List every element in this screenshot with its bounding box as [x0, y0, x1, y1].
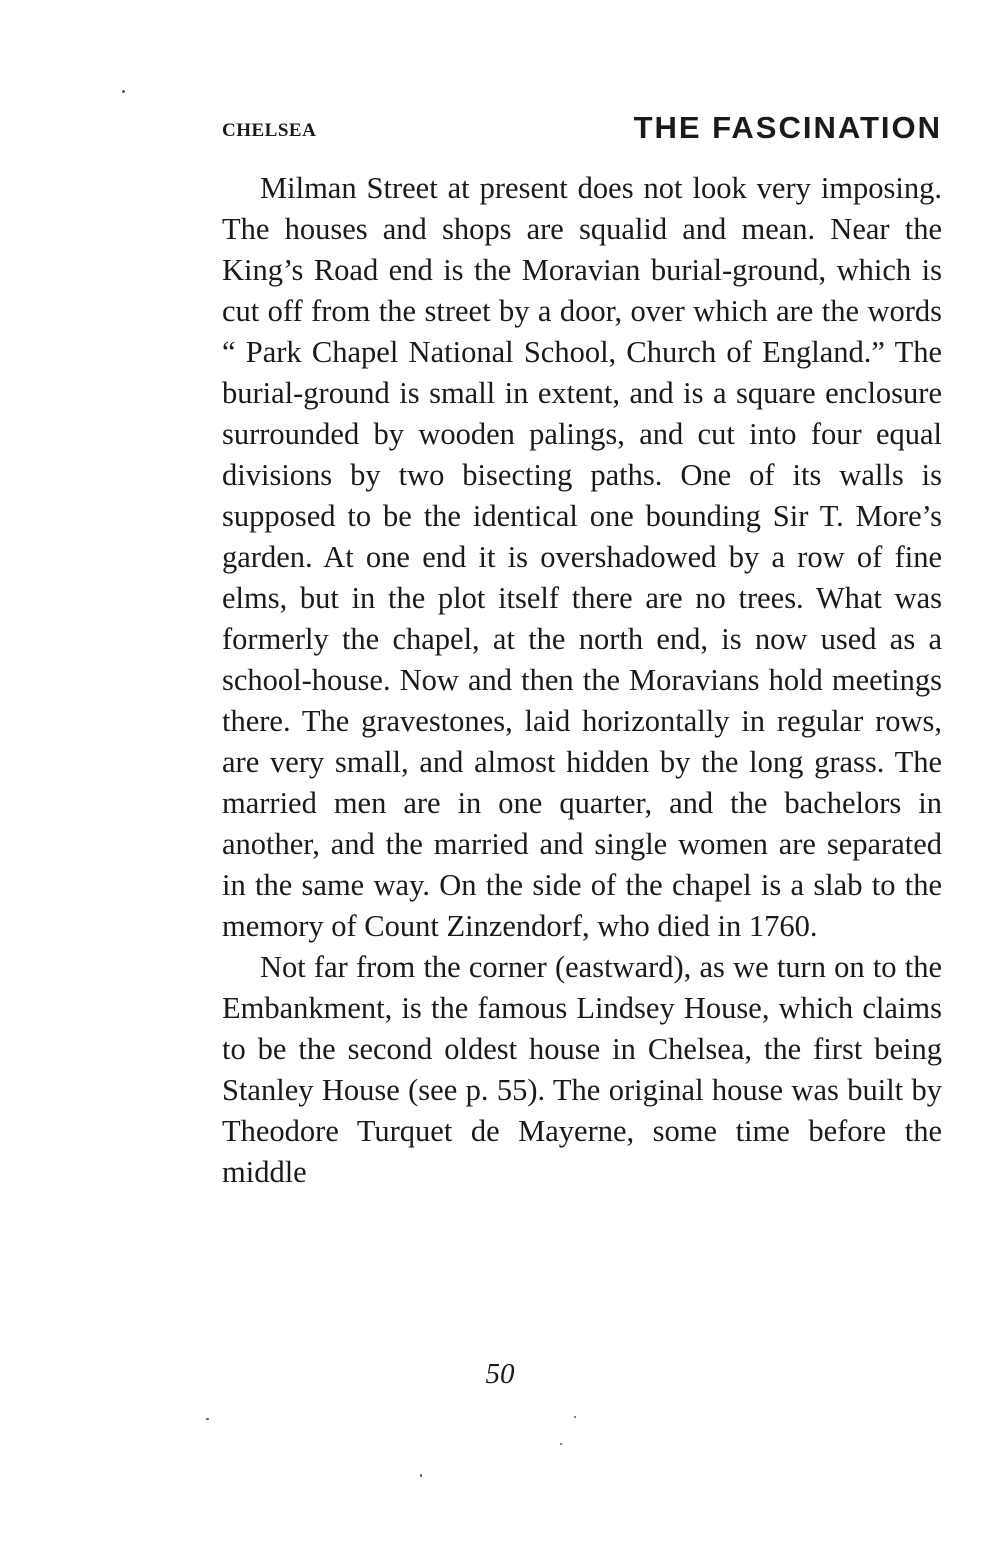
scan-speck: [122, 90, 125, 93]
running-head: [222, 110, 942, 150]
scan-speck: [206, 1418, 209, 1420]
body-text: [222, 168, 942, 1193]
scan-speck: [574, 1416, 576, 1418]
running-head-title: THE FASCINATION: [633, 110, 942, 145]
paragraph: Not far from the corner (eastward), as we turn on to the Embankment, is the famous Lindsey House, which claims to be the second oldest house in Chelsea, the first being Stanley House (see p. 55). The original house was built by Theodore Turquet de Mayerne, some time before the middle: [222, 950, 942, 1189]
paragraph: Milman Street at present does not look very imposing. The houses and shops are squalid and mean. Near the King’s Road end is the Moravian burial-ground, which is cut off from the street by a door, over which are the words “ Park Chapel National School, Church of England.” The burial-ground is small in extent, and is a square enclosure surrounded by wooden palings, and cut into four equal divisions by two bisecting paths. One of its walls is supposed to be the identical one bounding Sir T. More’s garden. At one end it is overshadowed by a row of fine elms, but in the plot itself there are no trees. What was formerly the chapel, at the north end, is now used as a school-house. Now and then the Moravians hold meetings there. The gravestones, laid horizontally in regular rows, are very small, and almost hidden by the long grass. The married men are in one quarter, and the bachelors in another, and the married and single women are separated in the same way. On the side of the chapel is a slab to the memory of Count Zinzendorf, who died in 1760.: [222, 171, 942, 943]
page-number: 50: [485, 1358, 515, 1390]
running-head-side-label: CHELSEA: [222, 120, 317, 141]
scan-speck: [420, 1474, 422, 1477]
scan-speck: [560, 1443, 562, 1445]
